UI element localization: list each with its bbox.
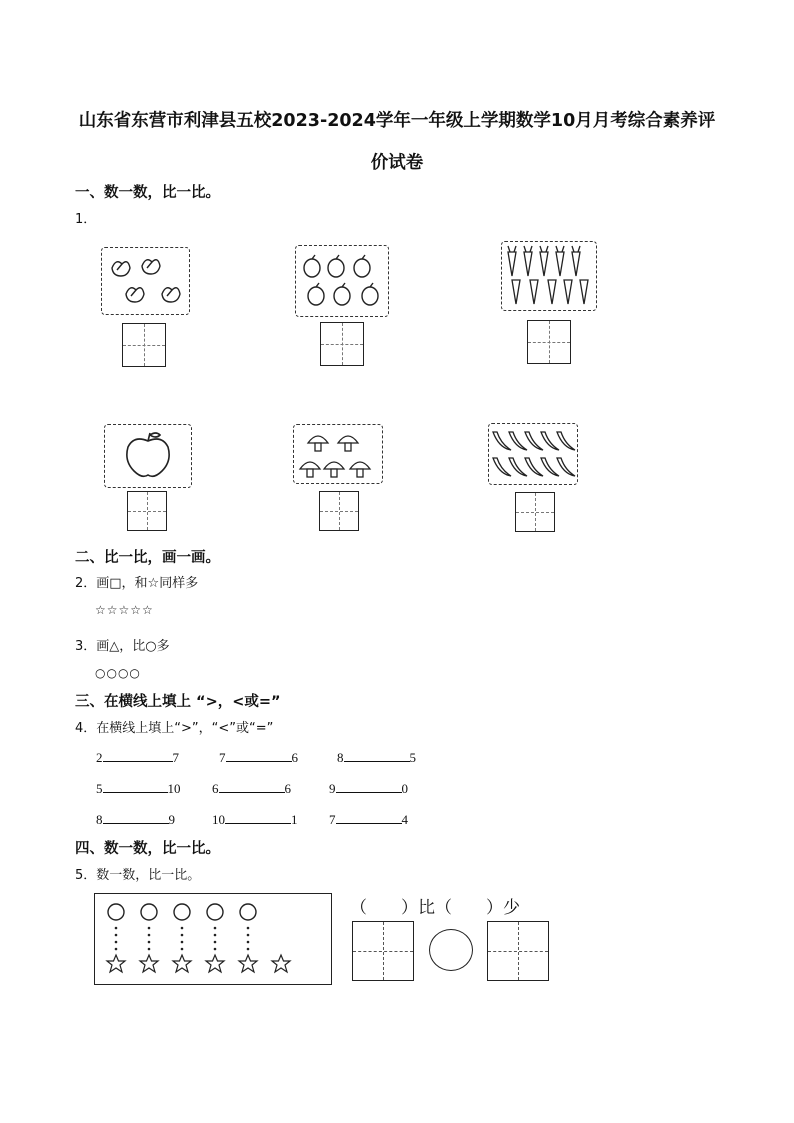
page-title-line2: 价试卷 (370, 153, 424, 173)
answer-blank[interactable] (225, 811, 291, 824)
answer-blank[interactable] (219, 780, 285, 793)
answer-blank[interactable] (344, 749, 410, 762)
compare-circle[interactable] (429, 929, 473, 971)
picture-box-apple (104, 424, 192, 488)
counting-figure-box (94, 893, 332, 985)
question-2-stars: ☆☆☆☆☆ (95, 603, 154, 617)
question-3-circles: ○○○○ (95, 666, 141, 680)
section-heading-4: 四、数一数，比一比。 (75, 841, 220, 857)
answer-blank[interactable] (103, 749, 173, 762)
answer-blank[interactable] (226, 749, 292, 762)
section-heading-1: 一、数一数，比一比。 (75, 185, 220, 201)
question-3-label: 3．画△，比○多 (75, 639, 170, 654)
answer-blank[interactable] (103, 780, 168, 793)
compare-item: 8 9 (96, 812, 175, 827)
answer-box-apple[interactable] (127, 491, 167, 531)
compare-item: 9 0 (329, 781, 408, 796)
question-2-label: 2．画□，和☆同样多 (75, 576, 199, 591)
cabbage-icon (102, 248, 189, 314)
answer-square-2[interactable] (487, 921, 549, 981)
answer-square-1[interactable] (352, 921, 414, 981)
picture-box-banana (488, 423, 578, 485)
answer-blank[interactable] (336, 780, 402, 793)
picture-box-carrot (501, 241, 597, 311)
compare-item: 7 4 (329, 812, 408, 827)
question-number-1: 1． (75, 212, 97, 227)
mushroom-icon (294, 425, 382, 483)
compare-item: 2 7 (96, 750, 179, 765)
picture-box-orange (295, 245, 389, 317)
section-heading-2: 二、比一比，画一画。 (75, 550, 220, 566)
answer-blank[interactable] (336, 811, 402, 824)
page-title: 山东省东营市利津县五校2023-2024学年一年级上学期数学10月月考综合素养评 (78, 111, 716, 131)
answer-box-carrot[interactable] (527, 320, 571, 364)
answer-box-cabbage[interactable] (122, 323, 166, 367)
compare-item: 6 6 (212, 781, 291, 796)
compare-item: 5 10 (96, 781, 181, 796)
circles-stars-figure (95, 894, 331, 984)
apple-icon (105, 425, 191, 487)
compare-item: 8 5 (337, 750, 416, 765)
answer-box-banana[interactable] (515, 492, 555, 532)
compare-sentence: （ ）比（ ）少 (350, 898, 520, 918)
question-5-label: 5．数一数，比一比。 (75, 868, 201, 883)
orange-icon (296, 246, 388, 316)
banana-icon (489, 424, 577, 484)
compare-item: 10 1 (212, 812, 298, 827)
section-heading-3: 三、在横线上填上 “>，<或=” (75, 694, 281, 710)
picture-box-cabbage (101, 247, 190, 315)
answer-box-mushroom[interactable] (319, 491, 359, 531)
picture-box-mushroom (293, 424, 383, 484)
compare-item: 7 6 (219, 750, 298, 765)
answer-blank[interactable] (103, 811, 169, 824)
carrot-icon (502, 242, 596, 310)
question-4-label: 4．在横线上填上“>”，“<”或“=” (75, 721, 274, 736)
answer-box-orange[interactable] (320, 322, 364, 366)
